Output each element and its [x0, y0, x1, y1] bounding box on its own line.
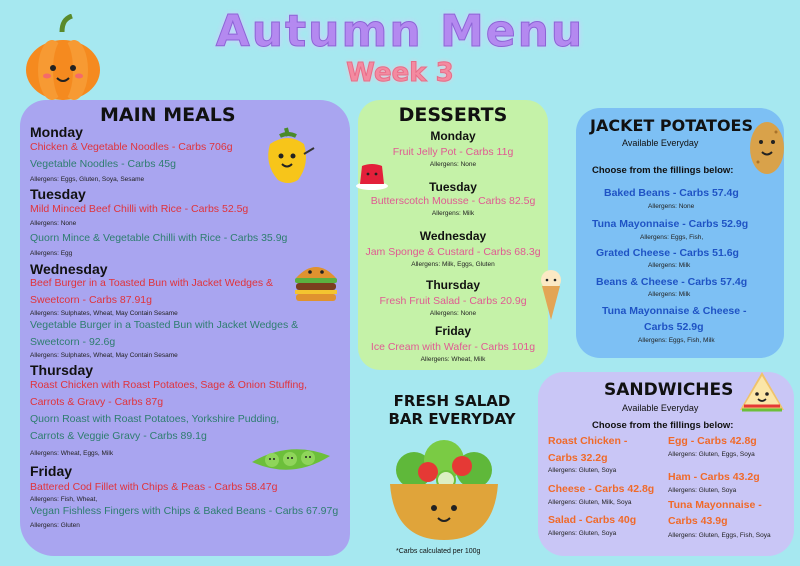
- sandwich-cheese-allergens: Allergens: Gluten, Milk, Soya: [548, 499, 632, 506]
- menu-title: Autumn Menu: [215, 6, 585, 57]
- sandwich-salad-allergens: Allergens: Gluten, Soya: [548, 530, 617, 537]
- sandwich-roast-chicken-line-2: Carbs 32.2g: [548, 452, 608, 464]
- sandwiches-choose: Choose from the fillings below:: [592, 420, 734, 431]
- ice-cream-icon: [536, 268, 566, 322]
- sandwich-tuna-mayo-line-2: Carbs 43.9g: [668, 515, 728, 527]
- wednesday-item-1-line-2: Sweetcorn - Carbs 87.91g: [30, 294, 152, 306]
- sandwich-roast-chicken-line-1: Roast Chicken -: [548, 435, 628, 447]
- sandwich-salad: Salad - Carbs 40g: [548, 514, 637, 526]
- thursday-label: Thursday: [30, 362, 94, 378]
- wednesday-item-1-line-1: Beef Burger in a Toasted Bun with Jacket Wedges &: [30, 277, 274, 289]
- sandwich-egg: Egg - Carbs 42.8g: [668, 435, 757, 447]
- jacket-choose: Choose from the fillings below:: [592, 165, 734, 176]
- pumpkin-icon: [22, 14, 104, 102]
- thursday-item-1-line-1: Roast Chicken with Roast Potatoes, Sage & Onion Stuffing,: [30, 379, 308, 391]
- dessert-monday-label: Monday: [430, 129, 476, 143]
- jacket-item-tuna-cheese-line-1: Tuna Mayonnaise & Cheese -: [602, 305, 747, 317]
- peas-icon: [248, 444, 334, 478]
- dessert-tuesday-allergens: Allergens: Milk: [431, 210, 475, 217]
- thursday-item-2-line-1: Quorn Roast with Roast Potatoes, Yorkshire Pudding,: [30, 413, 280, 425]
- sandwich-icon: [736, 368, 788, 420]
- main-meals-heading: MAIN MEALS: [100, 104, 236, 126]
- sandwich-ham-allergens: Allergens: Gluten, Soya: [668, 487, 737, 494]
- tuesday-allergens-2: Allergens: Egg: [30, 250, 73, 257]
- sandwich-roast-chicken-allergens: Allergens: Gluten, Soya: [548, 467, 617, 474]
- burger-icon: [292, 258, 340, 304]
- friday-allergens-2: Allergens: Gluten: [30, 522, 80, 529]
- sandwiches-available: Available Everyday: [622, 403, 699, 413]
- dessert-tuesday-label: Tuesday: [429, 180, 477, 194]
- dessert-wednesday-label: Wednesday: [419, 229, 487, 243]
- dessert-monday-item: Fruit Jelly Pot - Carbs 11g: [392, 146, 514, 158]
- desserts-heading: DESSERTS: [398, 104, 508, 126]
- monday-item-1: Chicken & Vegetable Noodles - Carbs 706g: [30, 141, 233, 153]
- sandwich-egg-allergens: Allergens: Gluten, Eggs, Soya: [668, 451, 755, 458]
- friday-item-1: Battered Cod Fillet with Chips & Peas - Carbs 58.47g: [30, 481, 278, 493]
- salad-bowl-icon: [384, 436, 504, 544]
- jacket-allergens-tuna-mayo: Allergens: Eggs, Fish,: [640, 234, 704, 241]
- salad-heading-line-1: FRESH SALAD: [393, 392, 511, 410]
- jacket-allergens-baked-beans: Allergens: None: [648, 203, 695, 210]
- dessert-wednesday-allergens: Allergens: Milk, Eggs, Gluten: [411, 261, 495, 268]
- jacket-allergens-tuna-cheese: Allergens: Eggs, Fish, Milk: [638, 337, 715, 344]
- jacket-allergens-beans-cheese: Allergens: Milk: [648, 291, 691, 298]
- dessert-friday-allergens: Allergens: Wheat, Milk: [420, 356, 486, 363]
- friday-allergens-1: Allergens: Fish, Wheat,: [30, 496, 98, 503]
- dessert-monday-allergens: Allergens: None: [429, 161, 477, 168]
- jacket-item-tuna-mayo: Tuna Mayonnaise - Carbs 52.9g: [592, 218, 749, 230]
- week-label: Week 3: [346, 58, 454, 88]
- carbs-note: *Carbs calculated per 100g: [396, 548, 481, 555]
- monday-allergens: Allergens: Eggs, Gluten, Soya, Sesame: [30, 176, 145, 183]
- thursday-item-1-line-2: Carrots & Gravy - Carbs 87g: [30, 396, 164, 408]
- sandwiches-heading: SANDWICHES: [604, 380, 734, 400]
- sandwich-ham: Ham - Carbs 43.2g: [668, 471, 760, 483]
- sandwich-cheese: Cheese - Carbs 42.8g: [548, 483, 655, 495]
- pepper-icon: [258, 124, 318, 190]
- dessert-tuesday-item: Butterscotch Mousse - Carbs 82.5g: [370, 195, 536, 207]
- sandwich-tuna-mayo-line-1: Tuna Mayonnaise -: [668, 499, 762, 511]
- tuesday-item-2: Quorn Mince & Vegetable Chilli with Rice - Carbs 35.9g: [30, 232, 288, 244]
- salad-heading-line-2: BAR EVERYDAY: [388, 410, 516, 428]
- friday-label: Friday: [30, 463, 73, 479]
- wednesday-label: Wednesday: [30, 261, 108, 277]
- tuesday-allergens-1: Allergens: None: [30, 220, 77, 227]
- dessert-friday-item: Ice Cream with Wafer - Carbs 101g: [370, 341, 536, 353]
- sandwich-tuna-mayo-allergens: Allergens: Gluten, Eggs, Fish, Soya: [668, 532, 771, 539]
- jacket-item-beans-cheese: Beans & Cheese - Carbs 57.4g: [596, 276, 748, 288]
- tuesday-item-1: Mild Minced Beef Chilli with Rice - Carbs 52.5g: [30, 203, 249, 215]
- dessert-thursday-label: Thursday: [425, 278, 480, 292]
- friday-item-2: Vegan Fishless Fingers with Chips & Baked Beans - Carbs 67.97g: [30, 505, 339, 517]
- wednesday-allergens-1: Allergens: Sulphates, Wheat, May Contain Sesame: [30, 310, 178, 317]
- monday-label: Monday: [30, 124, 83, 140]
- jacket-item-grated-cheese: Grated Cheese - Carbs 51.6g: [596, 247, 739, 259]
- dessert-wednesday-item: Jam Sponge & Custard - Carbs 68.3g: [365, 246, 541, 258]
- wednesday-allergens-2: Allergens: Sulphates, Wheat, May Contain Sesame: [30, 352, 178, 359]
- wednesday-item-2-line-2: Sweetcorn - 92.6g: [30, 336, 116, 348]
- dessert-thursday-item: Fresh Fruit Salad - Carbs 20.9g: [379, 295, 527, 307]
- potato-icon: [746, 118, 788, 178]
- jacket-heading: JACKET POTATOES: [590, 116, 753, 135]
- dessert-thursday-allergens: Allergens: None: [429, 310, 477, 317]
- jacket-available: Available Everyday: [622, 138, 699, 148]
- tuesday-label: Tuesday: [30, 186, 86, 202]
- thursday-allergens: Allergens: Wheat, Eggs, Milk: [30, 450, 114, 457]
- wednesday-item-2-line-1: Vegetable Burger in a Toasted Bun with Jacket Wedges &: [30, 319, 299, 331]
- jelly-icon: [354, 160, 390, 192]
- jacket-allergens-grated-cheese: Allergens: Milk: [648, 262, 691, 269]
- jacket-item-tuna-cheese-line-2: Carbs 52.9g: [644, 321, 704, 333]
- thursday-item-2-line-2: Carrots & Veggie Gravy - Carbs 89.1g: [30, 430, 207, 442]
- dessert-friday-label: Friday: [434, 324, 471, 338]
- jacket-item-baked-beans: Baked Beans - Carbs 57.4g: [604, 187, 739, 199]
- monday-item-2: Vegetable Noodles - Carbs 45g: [30, 158, 176, 170]
